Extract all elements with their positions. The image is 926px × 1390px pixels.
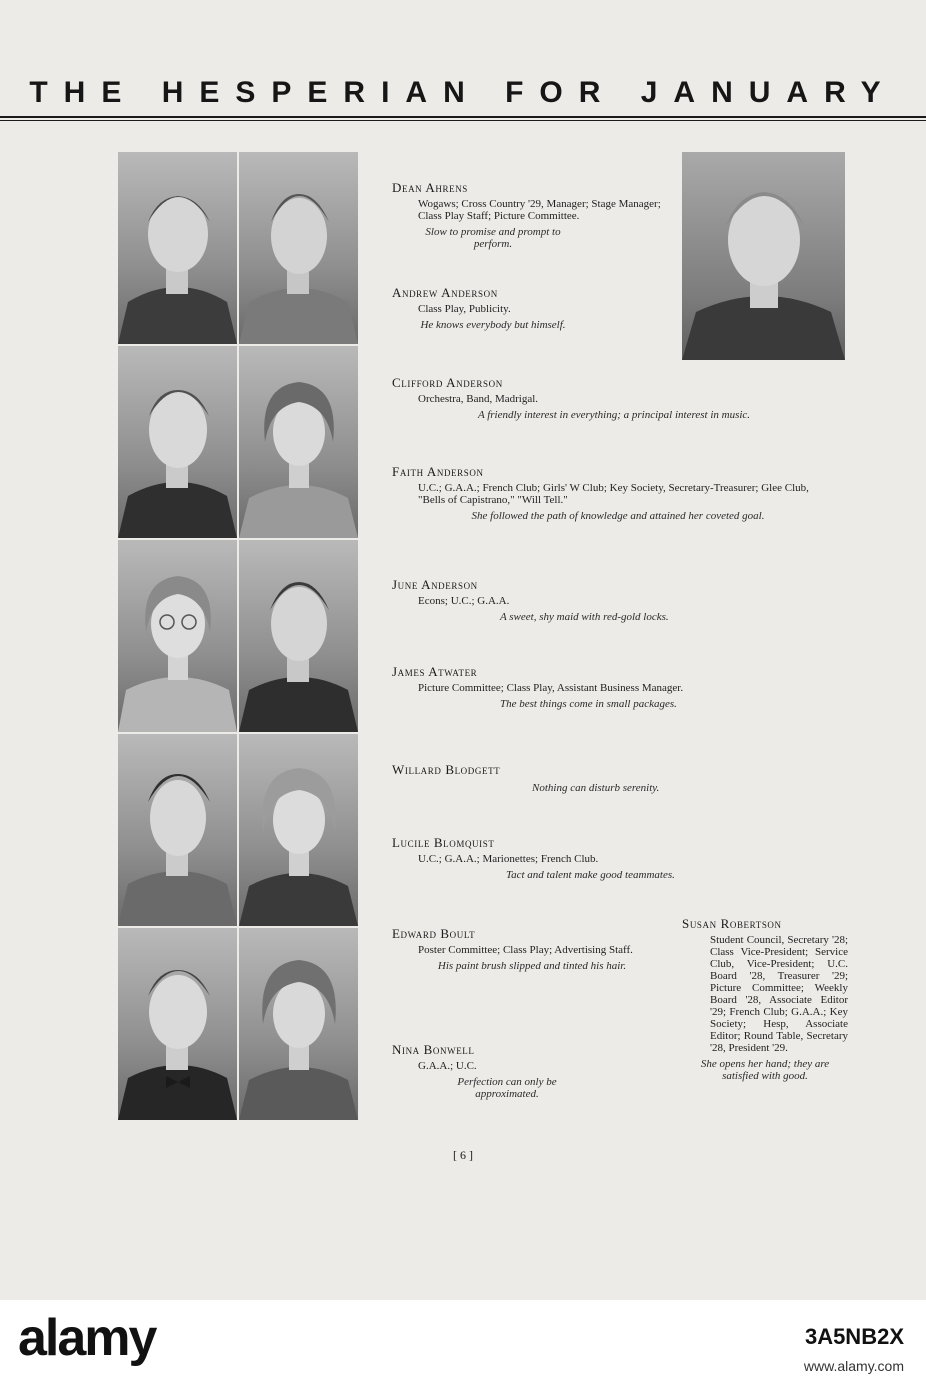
student-activities: Poster Committee; Class Play; Advertising Staff.: [418, 944, 633, 956]
image-reference: 3A5NB2X: [804, 1324, 904, 1349]
portrait-dean-ahrens: [118, 152, 237, 344]
portrait-june-anderson: [118, 540, 237, 732]
title-rule: [0, 116, 926, 118]
page-title: THE HESPERIAN FOR JANUARY: [29, 76, 897, 109]
entry-andrew-anderson: [392, 287, 664, 331]
student-activities: U.C.; G.A.A.; French Club; Girls' W Club; Key Society, Secretary-Treasurer; Glee Club, "Bells of Capistrano," "Will Tell.": [418, 482, 809, 506]
student-name: Willard Blodgett: [392, 762, 501, 777]
entry-nina-bonwell: [392, 1044, 612, 1100]
portrait-edward-boult: [118, 928, 237, 1120]
student-activities: Picture Committee; Class Play, Assistant Business Manager.: [418, 682, 684, 694]
portrait-andrew-anderson: [239, 152, 358, 344]
student-name: Andrew Anderson: [392, 285, 498, 300]
student-activities: Econs; U.C.; G.A.A.: [418, 595, 510, 607]
portrait-willard-blodgett: [118, 734, 237, 926]
entry-james-atwater: [392, 666, 792, 710]
student-motto: She opens her hand; they are satisfied with good.: [700, 1058, 830, 1082]
student-motto: The best things come in small packages.: [500, 698, 677, 710]
entry-willard-blodgett: [392, 764, 792, 794]
site-url: www.alamy.com: [803, 1358, 904, 1374]
entry-june-anderson: [392, 579, 792, 623]
student-motto: His paint brush slipped and tinted his hair.: [437, 960, 627, 972]
student-motto: He knows everybody but himself.: [420, 319, 566, 331]
student-name: Nina Bonwell: [392, 1042, 475, 1057]
entry-faith-anderson: [392, 466, 838, 522]
portrait-clifford-anderson: [118, 346, 237, 538]
page-number: [ 6 ]: [453, 1148, 473, 1162]
entry-edward-boult: [392, 928, 660, 972]
student-name: Faith Anderson: [392, 464, 484, 479]
student-name: Edward Boult: [392, 926, 476, 941]
student-activities: Student Council, Secretary '28; Class Vice-President; Service Club, Vice-President; U.C. Board '28, Treasurer '29; Picture Committee; Weekly Board '28, Associate Editor '29; French Club; G.A.A.; Key Society; Hesp, Associate Editor; Round Table, Secretary '28, President '29.: [710, 934, 848, 1054]
student-activities: G.A.A.; U.C.: [418, 1060, 477, 1072]
portrait-lucile-blomquist: [239, 734, 358, 926]
student-motto: A friendly interest in everything; a principal interest in music.: [477, 409, 751, 421]
student-activities: Class Play, Publicity.: [418, 303, 511, 315]
portrait-grid: [118, 152, 358, 1122]
portrait-james-atwater: [239, 540, 358, 732]
student-motto: Perfection can only be approximated.: [457, 1076, 557, 1100]
student-activities: Orchestra, Band, Madrigal.: [418, 393, 539, 405]
student-activities: Wogaws; Cross Country '29, Manager; Stage Manager; Class Play Staff; Picture Committee.: [418, 198, 661, 222]
student-motto: A sweet, shy maid with red-gold locks.: [500, 611, 669, 623]
student-motto: Slow to promise and prompt to perform.: [425, 226, 561, 250]
portrait-nina-bonwell: [239, 928, 358, 1120]
entry-susan-robertson: [682, 918, 848, 1082]
title-rule-thin: [0, 120, 926, 121]
brand-logo: alamy: [18, 1309, 156, 1367]
entry-lucile-blomquist: [392, 837, 792, 881]
student-motto: Nothing can disturb serenity.: [532, 782, 660, 794]
student-name: Lucile Blomquist: [392, 835, 495, 850]
student-motto: Tact and talent make good teammates.: [506, 869, 675, 881]
student-name: Clifford Anderson: [392, 375, 503, 390]
entry-clifford-anderson: [392, 377, 792, 421]
watermark-footer: [0, 1300, 926, 1390]
student-activities: U.C.; G.A.A.; Marionettes; French Club.: [418, 853, 599, 865]
portrait-faith-anderson: [239, 346, 358, 538]
student-name: Dean Ahrens: [392, 180, 468, 195]
student-name: Susan Robertson: [682, 916, 782, 931]
student-motto: She followed the path of knowledge and attained her coveted goal.: [471, 510, 765, 522]
student-name: James Atwater: [392, 664, 478, 679]
portrait-susan-robertson: [682, 152, 845, 360]
student-name: June Anderson: [392, 577, 478, 592]
entry-dean-ahrens: [392, 182, 664, 250]
